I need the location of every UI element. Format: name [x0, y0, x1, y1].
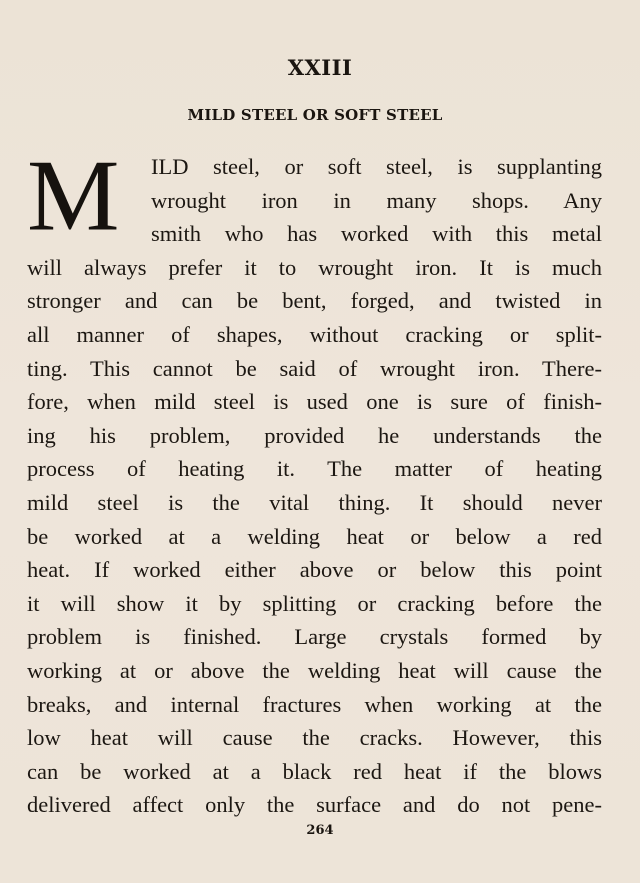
text-line: smith who has worked with this metal — [151, 221, 602, 247]
text-line: ing his problem, provided he understands the — [27, 422, 602, 448]
chapter-number: XXIII — [287, 55, 353, 80]
page-number: 264 — [306, 823, 334, 838]
drop-cap-initial: M — [27, 139, 120, 252]
text-line: ILD steel, or soft steel, is supplanting — [151, 154, 602, 179]
text-line: heat. If worked either above or below this point — [27, 557, 602, 583]
text-line: wrought iron in many shops. Any — [151, 187, 602, 213]
text-line: stronger and can be bent, forged, and twisted in — [27, 288, 602, 314]
text-line: all manner of shapes, without cracking or split- — [27, 321, 602, 347]
text-line: can be worked at a black red heat if the blows — [27, 758, 602, 784]
text-line: process of heating it. The matter of heating — [27, 456, 602, 482]
text-line: breaks, and internal fractures when working at the — [27, 691, 602, 717]
body-paragraph — [27, 139, 602, 822]
text-line: working at or above the welding heat will cause the — [27, 657, 602, 683]
text-line: it will show it by splitting or cracking before the — [27, 590, 602, 616]
text-line: problem is finished. Large crystals formed by — [27, 624, 602, 650]
text-line: will always prefer it to wrought iron. It is much — [27, 254, 602, 280]
text-line: ting. This cannot be said of wrought iron. There- — [27, 355, 602, 381]
text-line: be worked at a welding heat or below a red — [27, 523, 602, 549]
text-line: delivered affect only the surface and do not pene- — [27, 792, 602, 818]
text-line: fore, when mild steel is used one is sure of finish- — [27, 389, 602, 415]
chapter-title: MILD STEEL OR SOFT STEEL — [187, 106, 443, 124]
text-line: mild steel is the vital thing. It should never — [27, 489, 602, 515]
text-line: low heat will cause the cracks. However, this — [27, 725, 602, 751]
